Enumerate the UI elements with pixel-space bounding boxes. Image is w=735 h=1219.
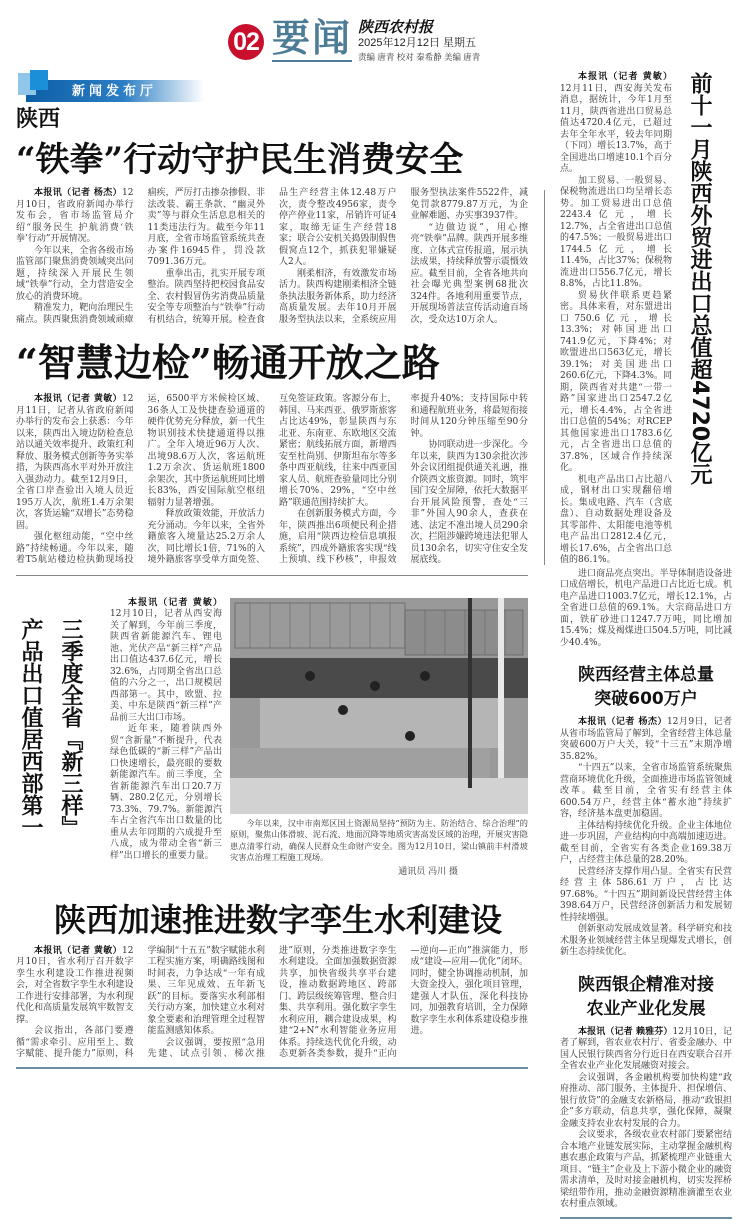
paragraph: 强化枢纽动能，“空中丝路”持续畅通。今年以来，随着T5航站楼边检执勤现场投运，6500平方米候检区域、36条人工及快捷查验通道的硬件优势充分释放，新一代生物识别技术快捷通道得以推广。全年入境近96万人次、出境98.6万人次，客运航班1.2万余次、货运航班1800余架次，其中货运航班同比增长83%，西安国际航空枢纽辐射力显著增强。 (16, 394, 265, 565)
headline-new-three-line1: 三季度全省『新三样』 (58, 617, 83, 838)
banner-label: 新闻发布厅 (72, 83, 158, 98)
news-photo-landslide-repair (230, 598, 528, 814)
headline-smart-border: “智慧边检”畅通开放之路 (16, 340, 440, 385)
paragraph: 12月10日，记者从西安海关了解到，今年前三季度，陕西省新能源汽车、锂电池、光伏产品“新三样”产品出口值达437.6亿元，增长32.6%，占同期全省出口总值的六分之一，出口规模居西部第一。其中，欧盟、拉美、中东是陕西“新三样”产品前三大出口市场。 (110, 609, 222, 723)
headline-entities-line2: 突破600万户 (594, 689, 698, 709)
photo-illustration (230, 598, 528, 814)
headline-bank-line2: 农业产业化发展 (586, 998, 706, 1019)
article-body-trade-continued (560, 569, 732, 650)
byline: 本报讯（记者 赖雅芬） (578, 1026, 673, 1037)
banner-decoration (30, 70, 48, 90)
paragraph: 会议要求，各级农业农村部门要紧密结合本地产业链发展实际，主动掌握金融机构惠农惠企政策与产品，抓紧梳理产业链重大项目、“链主”企业及上下游小微企业的融资需求清单，及时对接金融机构，切实发挥桥梁纽带作用，推动金融资源精准滴灌至农业农村重点领域。 (560, 1130, 732, 1209)
paragraph: 贸易伙伴联系更趋紧密。具体来看，对东盟进出口750.6亿元，增长13.3%；对韩国进出口741.9亿元，下降4%；对欧盟进出口563亿元，增长39.1%；对美国进出口260.6亿元，下降4.3%。同期，陕西省对共建“一带一路”国家进出口2547.2亿元，增长4.4%，占全省进出口总值的54%；对RCEP其他国家进出口1783.6亿元，占全省进出口总值的37.8%，区域合作持续深化。 (560, 290, 672, 473)
paragraph: 12月11日，记者从省政府新闻办举行的发布会上获悉：今年以来，陕西出入境边防检查总站以通关效率提升、政策红利释放、服务模式创新等务实举措，为陕西高水平对外开放注入强劲动力。截至12月9日，全省口岸查验出入境人员近195万人次，航班1.4万余架次，客货运输“双增长”态势稳固。 (16, 394, 134, 531)
paragraph: 加工贸易、一般贸易、保税物流进出口均呈增长态势。加工贸易进出口总值2243.4亿元，增长12.7%，占全省进出口总值的47.5%；一般贸易进出口1744.5亿元，增长11.4%，占比37%；保税物流进出口556.7亿元，增长8.8%，占比11.8%。 (560, 175, 672, 289)
paragraph: 12月10日，省政府新闻办举行发布会，省市场监管局介绍“服务民生 护航消费‘铁拳’行动”开展情况。 (16, 188, 134, 244)
paragraph: 12月9日，记者从省市场监管局了解到，全省经营主体总量突破600万户大关，较“十三五”末期净增35.82%。 (560, 717, 732, 762)
paragraph: 机电产品出口占比超八成，钢材出口实现翻倍增长。集成电路、汽车（含底盘）、自动数据处理设备及其零部件、太阳能电池等机电产品出口2812.4亿元，增长17.6%，占全省出口总值的86.1%。 (560, 474, 672, 565)
paragraph: 会议强调，各金融机构要加快构建“政府推动、部门服务、主体提升、担保增信、银行放贷”的金融支农新格局，推动“政银担企”多方联动，信息共享，强化保障，凝聚金融支持农业农村发展的合力。 (560, 1072, 732, 1129)
newspaper-logo: 陕西农村报 (358, 18, 434, 36)
paragraph: 在创新服务模式方面，今年，陕西推出6项便民利企措施，启用“陕西边检信息填报系统”，四成外籍旅客实现“线上预填、线下秒核”，申报效率提升40%；支持国际中转和通程航班业务，将最短衔接时间从120分钟压缩至90分钟。 (279, 394, 528, 565)
byline: 本报讯（记者 杨杰） (578, 717, 667, 727)
new-three-headline-group (16, 598, 102, 838)
column-divider (544, 190, 545, 565)
paragraph: 刚柔相济，有效激发市场活力。陕西构建刚柔相济全链条执法服务新体系，助力经济高质量发展。去年10月开展服务型执法以来，全系统应用服务型执法案件5522件，减免罚款8779.87万元，为企业解难题、办实事3937件。 (279, 188, 528, 325)
column-banner (16, 70, 216, 102)
article-kicker: 陕西 (16, 106, 61, 132)
headline-new-three-line2: 产品出口值居西部第一 (18, 617, 43, 838)
paragraph: 民营经济支撑作用凸显。全省实有民营经营主体586.61万户，占比达97.68%。“十四五”期间新设民营经营主体398.64万户，民营经济创新活力和发展韧性持续增强。 (560, 866, 732, 923)
article-body-trade (560, 72, 672, 567)
section-divider (560, 1217, 732, 1219)
new-three-and-photo-row (16, 598, 528, 878)
article-body-iron-fist (16, 188, 528, 326)
photo-credit: 通讯员 冯川 摄 (398, 866, 458, 877)
paragraph: 会议强调，要按照“急用先建、试点引领、梯次推进”原则，分类推进数字孪生水利建设。全面加强数据资源共享，加快省级共享平台建设，推动数据跨地区、跨部门、跨层级统筹管理、整合归集、共享利用。强化数字孪生水利应用，耦合建设成果，构建“2+N”水利智能业务应用体系。持续迭代优化升级，动态更新各类参数，提升“正向—逆向—正向”推演能力，形成“建设—应用—优化”闭环。同时，健全协调推动机制，加大资金投入，强化项目管理，建强人才队伍，深化科技协同，加强教育培训，全力保障数字孪生水利体系建设稳步推进。 (147, 945, 528, 1059)
paragraph: 创新驱动发展成效显著。科学研究和技术服务业领域经营主体呈现爆发式增长，创新生态持续优化。 (560, 924, 732, 957)
article-body-digital-twin-water (16, 946, 528, 1061)
paragraph: 协同联动进一步深化。今年以来，陕西为130余批次涉外会议团组提供通关礼遇，推介陕西文旅资源。同时，筑牢国门安全屏障，依托大数据平台开展风险预警，查处“三非”外国人90余人，查获在逃、法定不准出境人员290余次，拦阻涉嫌跨境违法犯罪人员130余名，切实守住安全发展底线。 (410, 440, 528, 565)
paragraph: 会议指出，各部门要遵循“需求牵引、应用至上、数字赋能、提升能力”原则，科学编制“十五五”数字赋能水利工程实施方案，明确路线图和时间表，力争达成“一年有成果、三年见成效、五年新飞跃”的目标。要落实水利部相关行动方案，加快建立水利对象全要素和治理管理全过程智能监测感知体系。 (16, 945, 265, 1059)
paragraph: 重拳出击，扎实开展专项整治。陕西坚持把校园食品安全、农村假冒伪劣消费品质量安全等专项整治与“铁拳”行动有机结合，统筹开展。检查食品生产经营主体12.48万户次，责令整改4956家，责令停产停业11家，吊销许可证4家，取缔无证生产经营18家；联合公安机关捣毁制假售假窝点12个，抓获犯罪嫌疑人2人。 (147, 188, 397, 325)
paragraph: “边做边说”，用心擦亮“铁拳”品牌。陕西开展多维度、立体式宣传报道，展示执法成果，持续释放警示震慑效应。截至目前，全省各地共向社会曝光典型案例68批次324件。各地利用重要节点，开展现场普法宣传活动逾百场次，受众达10万余人。 (410, 222, 528, 325)
main-news-area (16, 70, 528, 1069)
article-body-bank (560, 1027, 732, 1211)
paragraph: 12月10日，省水利厅召开数字孪生水利建设工作推进视频会，对全省数字孪生水利建设工作进行安排部署，为水利现代化和高质量发展筑牢数智支撑。 (16, 945, 134, 1025)
byline: 本报讯（记者 黄敏） (34, 945, 123, 956)
article-body-smart-border (16, 394, 528, 567)
headline-digital-twin-water: 陕西加速推进数字孪生水利建设 (54, 900, 503, 939)
issue-date: 2025年12月12日 星期五 (358, 37, 476, 49)
article-body-entities (560, 717, 732, 959)
headline-bank-line1: 陕西银企精准对接 (578, 974, 714, 995)
paragraph: 12月11日，西安海关发布消息，据统计，今年1月至11月，陕西省进出口贸易总值达4720.4亿元，已超过去年全年水平，较去年同期（下同）增长13.7%，高于全国进出口增速10.1个百分点。 (560, 83, 672, 174)
photo-block (230, 598, 528, 878)
byline: 本报讯（记者 黄敏） (34, 394, 123, 404)
section-divider (16, 575, 528, 576)
headline-iron-fist: “铁拳”行动守护民生消费安全 (16, 140, 464, 180)
trade-article-row (560, 72, 732, 567)
paragraph: 主体结构持续优化升级。企业主体地位进一步巩固，产业结构向中高端加速迈进。截至目前，全省实有各类企业169.38万户，占经营主体总量的28.20%。 (560, 820, 732, 865)
headline-entities-line1: 陕西经营主体总量 (578, 665, 714, 685)
headline-trade: 前十一月陕西外贸进出口总值超4720亿元 (687, 72, 712, 486)
article-body-new-three (110, 598, 222, 863)
paragraph: “十四五”以来，全省市场监管系统聚焦营商环境优化升级，全面推进市场监管领域改革。截至目前，全省实有经营主体600.54万户，经营主体“蓄水池”持续扩容，经济基本盘更加稳固。 (560, 763, 732, 819)
paragraph: 今年以来，全省各级市场监管部门聚焦消费领域突出问题，持续深入开展民生领域“铁拳”行动，全力营造安全放心的消费环境。 (16, 245, 134, 302)
paragraph: 近年来，随着陕西外贸“含新量”不断提升，代表绿色低碳的“新三样”产品出口快速增长，最亮眼的要数新能源汽车。前三季度，全省新能源汽车出口20.7万辆、280.2亿元，分别增长73.3%、79.7%。新能源汽车占全省汽车出口数量的比重从去年同期的六成提升至八成，成为带动全省“新三样”出口增长的重要力量。 (110, 724, 222, 861)
paragraph: 释放政策效能，开放活力充分涌动。今年以来，全省外籍旅客入境量达25.2万余人次，同比增长1倍，71%的入境外籍旅客享受单方面免签、互免签证政策。客源分布上，韩国、马来西亚、俄罗斯旅客占比达49%，彰显陕西与东北亚、东南亚、东欧地区交流紧密；航线拓展方面，新增西安至杜尚别、伊斯坦布尔等多条中西亚航线，往来中西亚国家人员、航班查验量同比分别增长70%、29%，“空中丝路”联通范围持续扩大。 (147, 394, 397, 565)
photo-caption (230, 818, 528, 864)
byline: 本报讯（记者 黄敏） (578, 72, 672, 82)
right-news-column (560, 72, 732, 1219)
section-divider (16, 1067, 528, 1069)
section-name: 要闻 (272, 15, 353, 60)
byline: 本报讯（记者 黄敏） (128, 597, 222, 608)
paragraph: 12月10日，记者了解到，省农业农村厅、省委金融办、中国人民银行陕西省分行近日在西安联合召开全省农业产业化发展融资对接会。 (560, 1026, 732, 1071)
section-number-badge: 02 (228, 24, 264, 60)
editor-credits: 责编 唐青 校对 秦希静 美编 唐青 (358, 52, 481, 62)
caption-text: 今年以来，汉中市南郑区国土资源局坚持“预防为主、防治结合、综合治理”的原则，聚焦山体滑坡、泥石流、地面沉降等地质灾害高发区域的治理，开展灾害隐患点清零行动，确保人民群众生命财产安全。图为12月10日，梁山镇前丰村滑坡灾害点治理工程施工现场。 (230, 817, 528, 862)
byline: 本报讯（记者 杨杰） (34, 188, 123, 198)
paragraph: 进口商品亮点突出。半导体制造设备进口成倍增长，机电产品进口占比近七成。机电产品进口1003.7亿元，增长12.1%，占全省进口总值的69.1%。大宗商品进口方面，铁矿砂进口1247.7万吨，同比增加15.4%；煤及褐煤进口504.5万吨，同比减少40.4%。 (560, 568, 732, 648)
paragraph: 精准发力，靶向治理民生痛点。陕西聚焦消费领域顽瘴痼疾，严厉打击掺杂掺假、非法改装、霸王条款、“幽灵外卖”等与群众生活息息相关的11类违法行为。截至今年11月底，全省市场监管系统共查办案件16945件，罚没款7091.36万元。 (16, 188, 265, 325)
